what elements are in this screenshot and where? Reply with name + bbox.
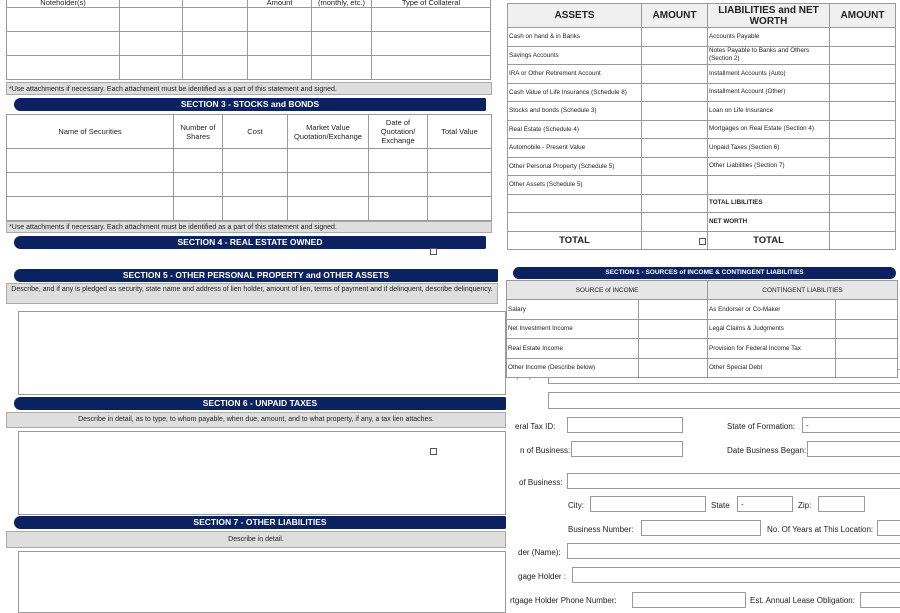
liability-amount-input[interactable] (830, 28, 896, 47)
liability-label: NET WORTH (708, 213, 830, 232)
header-source-of-income: SOURCE of INCOME (507, 281, 708, 300)
table-row (508, 176, 896, 195)
liability-label: Accounts Payable (708, 28, 830, 47)
zip-input[interactable] (818, 496, 865, 512)
liability-label: Installment Accounts (Auto) (708, 65, 830, 84)
table-row[interactable] (7, 197, 492, 221)
contingent-liability-label: Other Special Debt (708, 358, 836, 378)
city-label: City: (568, 501, 584, 510)
city-input[interactable] (590, 496, 706, 512)
asset-label: Automobile - Present Value (508, 139, 642, 158)
section5-title: SECTION 5 - OTHER PERSONAL PROPERTY and OTHER ASSETS (122, 270, 390, 280)
liability-amount-input[interactable] (830, 213, 896, 232)
holder-name-input[interactable] (567, 543, 900, 559)
income-source-label: Real Estate Income (507, 339, 639, 359)
balance-sheet-table (507, 3, 896, 250)
section6-title: SECTION 6 - UNPAID TAXES (202, 398, 318, 408)
table-row (508, 46, 896, 65)
asset-label (508, 194, 642, 213)
table-row (508, 157, 896, 176)
checkbox[interactable] (430, 248, 437, 255)
income-source-label: Other Income (Describe below) (507, 358, 639, 378)
total-liabilities-label: TOTAL (708, 231, 830, 249)
asset-amount-input[interactable] (642, 139, 708, 158)
liability-label: Mortgages on Real Estate (Section 4) (708, 120, 830, 139)
liability-amount-input[interactable] (830, 46, 896, 65)
header-date-of-quotation: Date of Quotation/ Exchange (369, 115, 428, 149)
state-label: State (711, 501, 730, 510)
header-market-value: Market Value Quotation/Exchange (288, 115, 369, 149)
holder-phone-input[interactable] (632, 592, 746, 608)
section7-textarea[interactable] (18, 551, 506, 613)
header-collateral: Type of Collateral (372, 0, 491, 8)
zip-label: Zip: (798, 501, 812, 510)
liability-label: Notes Payable to Banks and Others (Section 2) (708, 46, 830, 65)
liability-label: Loan on Life Insurance (708, 102, 830, 121)
table-row (508, 102, 896, 121)
table-row (507, 339, 898, 359)
business-name-input[interactable] (548, 392, 900, 409)
business-number-input[interactable] (641, 520, 761, 536)
asset-amount-input[interactable] (642, 176, 708, 195)
section4-banner (14, 236, 486, 249)
income-amount-input[interactable] (639, 339, 708, 359)
asset-amount-input[interactable] (642, 28, 708, 47)
asset-label: Other Assets (Schedule 5) (508, 176, 642, 195)
table-row[interactable] (7, 56, 491, 80)
header-amount-liabilities: AMOUNT (830, 4, 896, 28)
contingent-liability-label: As Endorser or Co-Maker (708, 300, 836, 320)
table-row (508, 83, 896, 102)
section7-title: SECTION 7 - OTHER LIABILITIES (193, 517, 327, 527)
section2-note-text: *Use attachments if necessary. Each attachment must be identified as a part of this statement and signed. (9, 86, 337, 93)
lease-obligation-label: Est. Annual Lease Obligation: (750, 596, 855, 605)
table-row (507, 358, 898, 378)
section3-attachment-note (6, 221, 492, 233)
balance-header-row (508, 4, 896, 28)
table-row (508, 28, 896, 47)
income-amount-input[interactable] (639, 358, 708, 378)
form-of-business-input[interactable] (571, 441, 683, 457)
section3-table (6, 114, 492, 221)
years-at-location-label: No. Of Years at This Location: (767, 525, 874, 534)
header-amount-assets: AMOUNT (642, 4, 708, 28)
header-name-of-securities: Name of Securities (7, 115, 174, 149)
contingent-liability-label: Legal Claims & Judgments (708, 319, 836, 339)
header-cost: Cost (223, 115, 288, 149)
header-col2 (120, 0, 183, 8)
asset-label: Savings Accounts (508, 46, 642, 65)
checkbox[interactable] (430, 448, 437, 455)
table-row (508, 120, 896, 139)
table-row (508, 139, 896, 158)
section1-table (506, 280, 898, 378)
tax-id-input[interactable] (567, 417, 683, 433)
asset-amount-input[interactable] (642, 120, 708, 139)
date-business-began-input[interactable] (807, 441, 900, 457)
asset-label: Stocks and bonds (Schedule 3) (508, 102, 642, 121)
table-row[interactable] (7, 173, 492, 197)
total-assets-label: TOTAL (508, 231, 642, 249)
date-business-began-label: Date Business Began: (727, 446, 807, 455)
asset-amount-input[interactable] (642, 46, 708, 65)
state-select[interactable]: - (737, 496, 793, 512)
section7-banner (14, 516, 506, 529)
asset-label: Cash on hand & in Banks (508, 28, 642, 47)
section6-instructions (6, 412, 506, 428)
asset-amount-input[interactable] (642, 213, 708, 232)
header-frequency: (monthly, etc.) (312, 0, 372, 8)
mortgage-holder-label: gage Holder : (518, 572, 567, 581)
header-number-of-shares: Number of Shares (174, 115, 223, 149)
section3-title: SECTION 3 - STOCKS and BONDS (180, 99, 320, 109)
business-address-input[interactable] (567, 473, 900, 489)
liability-amount-input[interactable] (830, 139, 896, 158)
section6-textarea[interactable] (18, 431, 506, 515)
business-address-label: of Business: (519, 478, 563, 487)
header-liabilities: LIABILITIES and NET WORTH (708, 4, 830, 28)
table-row (508, 213, 896, 232)
section2-header-row (7, 0, 491, 8)
years-at-location-input[interactable] (877, 520, 900, 536)
contingent-amount-input[interactable] (836, 319, 898, 339)
asset-label: Other Personal Property (Schedule 5) (508, 157, 642, 176)
asset-label (508, 213, 642, 232)
table-row[interactable] (7, 32, 491, 56)
section1-title: SECTION 1 - SOURCES of INCOME & CONTINGENT LIABILITIES (605, 269, 804, 276)
checkbox[interactable] (699, 238, 706, 245)
liability-amount-input[interactable] (830, 102, 896, 121)
form-of-business-label: n of Business: (520, 446, 571, 455)
header-assets: ASSETS (508, 4, 642, 28)
total-liabilities-amount[interactable] (830, 231, 896, 249)
contingent-liability-label: Provision for Federal Income Tax (708, 339, 836, 359)
header-amount: Amount (248, 0, 312, 8)
liability-label: Unpaid Taxes (Section 6) (708, 139, 830, 158)
section1-header-row (507, 281, 898, 300)
section6-banner (14, 397, 506, 410)
asset-amount-input[interactable] (642, 194, 708, 213)
table-row (507, 319, 898, 339)
table-row[interactable] (7, 149, 492, 173)
liability-amount-input[interactable] (830, 176, 896, 195)
asset-label: Real Estate (Schedule 4) (508, 120, 642, 139)
mortgage-holder-input[interactable] (572, 567, 900, 583)
section7-instructions-text: Describe in detail. (228, 536, 284, 543)
liability-label: Other Liabilities (Section 7) (708, 157, 830, 176)
contingent-amount-input[interactable] (836, 339, 898, 359)
header-col3 (183, 0, 248, 8)
total-assets-amount[interactable] (642, 231, 708, 249)
section2-table (6, 0, 491, 80)
section7-instructions (6, 531, 506, 548)
income-source-label: Salary (507, 300, 639, 320)
tax-id-label: eral Tax ID: (515, 422, 556, 431)
liability-label (708, 176, 830, 195)
lease-obligation-input[interactable] (860, 592, 900, 608)
asset-amount-input[interactable] (642, 65, 708, 84)
income-amount-input[interactable] (639, 300, 708, 320)
header-total-value: Total Value (428, 115, 492, 149)
table-row (507, 300, 898, 320)
table-row (508, 65, 896, 84)
liability-amount-input[interactable] (830, 65, 896, 84)
section5-instructions-text: Describe, and if any is pledged as security, state name and address of lien holder, amount of lien, terms of payment and if delinquent, describe delinquency. (11, 286, 493, 293)
asset-amount-input[interactable] (642, 102, 708, 121)
balance-total-row (508, 231, 896, 249)
header-contingent-liabilities: CONTINGENT LIABILITIES (708, 281, 898, 300)
income-amount-input[interactable] (639, 319, 708, 339)
section2-attachment-note (6, 82, 492, 95)
table-row (508, 194, 896, 213)
section5-textarea[interactable] (18, 311, 506, 395)
liability-amount-input[interactable] (830, 83, 896, 102)
liability-amount-input[interactable] (830, 194, 896, 213)
asset-amount-input[interactable] (642, 157, 708, 176)
liability-label: TOTAL LIBILITIES (708, 194, 830, 213)
liability-label: Installment Account (Other) (708, 83, 830, 102)
income-source-label: Net Investment Income (507, 319, 639, 339)
section5-instructions (6, 283, 498, 304)
section1-banner (513, 267, 896, 279)
contingent-amount-input[interactable] (836, 300, 898, 320)
holder-phone-label: rtgage Holder Phone Number: (510, 596, 617, 605)
state-of-formation-label: State of Formation: (727, 422, 796, 431)
state-of-formation-select[interactable]: - (802, 417, 900, 433)
asset-label: Cash Value of Life Insurance (Schedule 8) (508, 83, 642, 102)
asset-amount-input[interactable] (642, 83, 708, 102)
section3-note-text: *Use attachments if necessary. Each attachment must be identified as a part of this statement and signed. (9, 224, 337, 231)
section3-header-row (7, 115, 492, 149)
table-row[interactable] (7, 8, 491, 32)
section5-banner (14, 269, 498, 282)
holder-name-label: der (Name): (518, 548, 561, 557)
section6-instructions-text: Describe in detail, as to type, to whom payable, when due, amount, and to what property, if any, a tax lien attaches. (78, 416, 434, 423)
business-number-label: Business Number: (568, 525, 634, 534)
liability-amount-input[interactable] (830, 120, 896, 139)
contingent-amount-input[interactable] (836, 358, 898, 378)
section4-title: SECTION 4 - REAL ESTATE OWNED (177, 237, 323, 247)
liability-amount-input[interactable] (830, 157, 896, 176)
asset-label: IRA or Other Retirement Account (508, 65, 642, 84)
header-noteholders: Noteholder(s) (7, 0, 120, 8)
section3-banner (14, 98, 486, 111)
